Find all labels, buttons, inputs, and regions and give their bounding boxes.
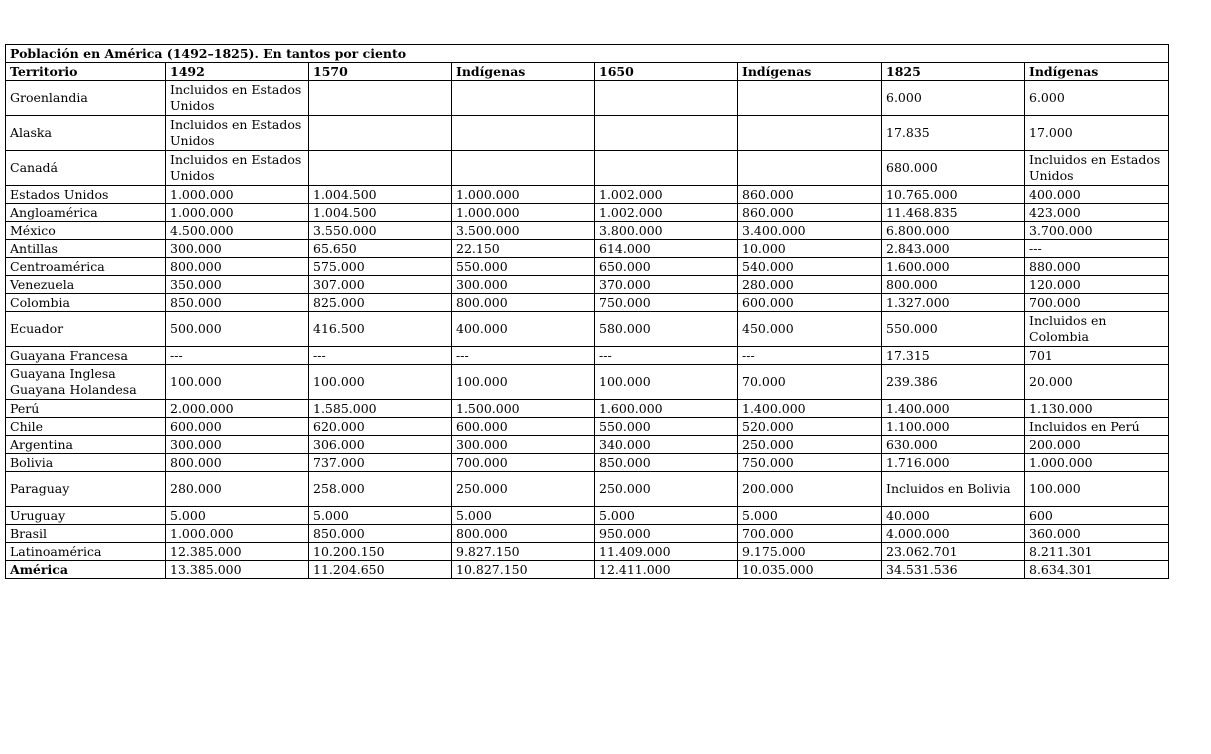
table-row <box>6 365 1169 400</box>
territory-cell: Alaska <box>6 116 166 151</box>
value-cell: 250.000 <box>595 472 738 507</box>
value-cell: 3.400.000 <box>738 222 882 240</box>
value-cell: 34.531.536 <box>882 561 1025 579</box>
value-cell: 850.000 <box>595 454 738 472</box>
territory-cell: Centroamérica <box>6 258 166 276</box>
value-cell: 550.000 <box>882 312 1025 347</box>
value-cell: --- <box>1025 240 1169 258</box>
value-cell: 575.000 <box>309 258 452 276</box>
value-cell: Incluidos en Estados Unidos <box>166 81 309 116</box>
value-cell: 860.000 <box>738 186 882 204</box>
header-territorio: Territorio <box>6 63 166 81</box>
territory-cell: Estados Unidos <box>6 186 166 204</box>
value-cell: 23.062.701 <box>882 543 1025 561</box>
value-cell <box>452 116 595 151</box>
header-1825: 1825 <box>882 63 1025 81</box>
value-cell: 800.000 <box>882 276 1025 294</box>
value-cell: 250.000 <box>738 436 882 454</box>
territory-cell: Colombia <box>6 294 166 312</box>
value-cell: 340.000 <box>595 436 738 454</box>
value-cell <box>738 116 882 151</box>
value-cell: 13.385.000 <box>166 561 309 579</box>
value-cell: 1.004.500 <box>309 204 452 222</box>
value-cell: 700.000 <box>452 454 595 472</box>
value-cell: 5.000 <box>309 507 452 525</box>
value-cell: 600.000 <box>452 418 595 436</box>
value-cell: 9.175.000 <box>738 543 882 561</box>
value-cell: 5.000 <box>595 507 738 525</box>
value-cell: 750.000 <box>738 454 882 472</box>
value-cell: Incluidos en Bolivia <box>882 472 1025 507</box>
value-cell: 12.411.000 <box>595 561 738 579</box>
header-1492: 1492 <box>166 63 309 81</box>
value-cell <box>595 81 738 116</box>
table-row <box>6 418 1169 436</box>
value-cell: 423.000 <box>1025 204 1169 222</box>
territory-cell: Groenlandia <box>6 81 166 116</box>
territory-cell: Guayana Francesa <box>6 347 166 365</box>
value-cell <box>309 81 452 116</box>
value-cell <box>309 151 452 186</box>
value-cell: 3.800.000 <box>595 222 738 240</box>
value-cell: 614.000 <box>595 240 738 258</box>
header-indigenas-1570: Indígenas <box>452 63 595 81</box>
value-cell: 1.400.000 <box>882 400 1025 418</box>
territory-cell: Latinoamérica <box>6 543 166 561</box>
value-cell: 950.000 <box>595 525 738 543</box>
value-cell: 11.409.000 <box>595 543 738 561</box>
value-cell: 307.000 <box>309 276 452 294</box>
table-title: Población en América (1492–1825). En tantos por ciento <box>6 45 1169 63</box>
table-row <box>6 472 1169 507</box>
value-cell: 100.000 <box>1025 472 1169 507</box>
territory-cell: América <box>6 561 166 579</box>
value-cell: 8.634.301 <box>1025 561 1169 579</box>
value-cell: 1.600.000 <box>595 400 738 418</box>
value-cell: 350.000 <box>166 276 309 294</box>
table-row <box>6 436 1169 454</box>
value-cell: 1.002.000 <box>595 204 738 222</box>
value-cell: 100.000 <box>309 365 452 400</box>
value-cell: 17.315 <box>882 347 1025 365</box>
table-row <box>6 347 1169 365</box>
value-cell: 550.000 <box>452 258 595 276</box>
value-cell: 860.000 <box>738 204 882 222</box>
table-row <box>6 543 1169 561</box>
value-cell: 360.000 <box>1025 525 1169 543</box>
value-cell: 1.000.000 <box>452 186 595 204</box>
value-cell: 750.000 <box>595 294 738 312</box>
table-row <box>6 186 1169 204</box>
value-cell: 701 <box>1025 347 1169 365</box>
value-cell: 416.500 <box>309 312 452 347</box>
value-cell: 1.000.000 <box>166 204 309 222</box>
value-cell: 450.000 <box>738 312 882 347</box>
value-cell: 6.000 <box>1025 81 1169 116</box>
value-cell: 258.000 <box>309 472 452 507</box>
territory-cell: Ecuador <box>6 312 166 347</box>
territory-cell: Angloamérica <box>6 204 166 222</box>
value-cell: 1.100.000 <box>882 418 1025 436</box>
value-cell: 800.000 <box>166 258 309 276</box>
value-cell: 300.000 <box>166 240 309 258</box>
value-cell: 10.035.000 <box>738 561 882 579</box>
value-cell: 10.200.150 <box>309 543 452 561</box>
territory-cell: México <box>6 222 166 240</box>
value-cell: 800.000 <box>452 525 595 543</box>
value-cell <box>738 151 882 186</box>
value-cell: --- <box>452 347 595 365</box>
value-cell: 300.000 <box>452 436 595 454</box>
value-cell: 11.204.650 <box>309 561 452 579</box>
table-row <box>6 204 1169 222</box>
value-cell: 4.500.000 <box>166 222 309 240</box>
territory-cell: Canadá <box>6 151 166 186</box>
table-row <box>6 561 1169 579</box>
table-row <box>6 151 1169 186</box>
header-row <box>6 63 1169 81</box>
value-cell: 250.000 <box>452 472 595 507</box>
value-cell: 1.004.500 <box>309 186 452 204</box>
value-cell: Incluidos en Estados Unidos <box>166 116 309 151</box>
value-cell: 540.000 <box>738 258 882 276</box>
table-row <box>6 400 1169 418</box>
value-cell: 300.000 <box>452 276 595 294</box>
value-cell: 1.130.000 <box>1025 400 1169 418</box>
value-cell: 700.000 <box>1025 294 1169 312</box>
value-cell: 3.500.000 <box>452 222 595 240</box>
territory-cell: Venezuela <box>6 276 166 294</box>
value-cell: 12.385.000 <box>166 543 309 561</box>
value-cell: 2.843.000 <box>882 240 1025 258</box>
table-row <box>6 258 1169 276</box>
value-cell: 300.000 <box>166 436 309 454</box>
value-cell: 600.000 <box>738 294 882 312</box>
value-cell: 9.827.150 <box>452 543 595 561</box>
territory-cell: Perú <box>6 400 166 418</box>
value-cell: 880.000 <box>1025 258 1169 276</box>
value-cell: 20.000 <box>1025 365 1169 400</box>
value-cell <box>595 116 738 151</box>
value-cell: 620.000 <box>309 418 452 436</box>
value-cell: 65.650 <box>309 240 452 258</box>
value-cell: 10.765.000 <box>882 186 1025 204</box>
territory-cell: Chile <box>6 418 166 436</box>
value-cell: Incluidos en Colombia <box>1025 312 1169 347</box>
value-cell: 200.000 <box>1025 436 1169 454</box>
value-cell: 5.000 <box>452 507 595 525</box>
value-cell <box>595 151 738 186</box>
value-cell: 1.400.000 <box>738 400 882 418</box>
value-cell: 850.000 <box>309 525 452 543</box>
value-cell: 1.000.000 <box>166 525 309 543</box>
table-body <box>6 81 1169 579</box>
table-row <box>6 507 1169 525</box>
value-cell: 70.000 <box>738 365 882 400</box>
value-cell: 11.468.835 <box>882 204 1025 222</box>
value-cell: 6.800.000 <box>882 222 1025 240</box>
value-cell: 100.000 <box>166 365 309 400</box>
value-cell: 737.000 <box>309 454 452 472</box>
value-cell: Incluidos en Estados Unidos <box>1025 151 1169 186</box>
value-cell: 40.000 <box>882 507 1025 525</box>
value-cell: 120.000 <box>1025 276 1169 294</box>
value-cell: 1.500.000 <box>452 400 595 418</box>
value-cell: 3.700.000 <box>1025 222 1169 240</box>
value-cell: 200.000 <box>738 472 882 507</box>
header-1570: 1570 <box>309 63 452 81</box>
value-cell: 825.000 <box>309 294 452 312</box>
value-cell: 306.000 <box>309 436 452 454</box>
table-row <box>6 294 1169 312</box>
table-row <box>6 81 1169 116</box>
value-cell: --- <box>738 347 882 365</box>
value-cell: 1.600.000 <box>882 258 1025 276</box>
value-cell: 800.000 <box>166 454 309 472</box>
value-cell: 239.386 <box>882 365 1025 400</box>
population-table-container <box>5 44 1168 579</box>
value-cell: 2.000.000 <box>166 400 309 418</box>
territory-cell: Brasil <box>6 525 166 543</box>
value-cell: 1.585.000 <box>309 400 452 418</box>
table-row <box>6 222 1169 240</box>
value-cell: 4.000.000 <box>882 525 1025 543</box>
value-cell: 650.000 <box>595 258 738 276</box>
value-cell: 22.150 <box>452 240 595 258</box>
value-cell: 100.000 <box>595 365 738 400</box>
table-row <box>6 240 1169 258</box>
value-cell: 3.550.000 <box>309 222 452 240</box>
table-row <box>6 116 1169 151</box>
header-indigenas-1650: Indígenas <box>738 63 882 81</box>
value-cell: 280.000 <box>166 472 309 507</box>
value-cell: 6.000 <box>882 81 1025 116</box>
value-cell: 580.000 <box>595 312 738 347</box>
value-cell: 100.000 <box>452 365 595 400</box>
value-cell: 550.000 <box>595 418 738 436</box>
value-cell: 1.000.000 <box>166 186 309 204</box>
value-cell: 700.000 <box>738 525 882 543</box>
table-row <box>6 276 1169 294</box>
value-cell: 680.000 <box>882 151 1025 186</box>
value-cell: Incluidos en Estados Unidos <box>166 151 309 186</box>
value-cell: 500.000 <box>166 312 309 347</box>
value-cell: 1.716.000 <box>882 454 1025 472</box>
value-cell: 630.000 <box>882 436 1025 454</box>
territory-cell: Paraguay <box>6 472 166 507</box>
value-cell <box>309 116 452 151</box>
table-row <box>6 525 1169 543</box>
value-cell <box>738 81 882 116</box>
value-cell <box>452 151 595 186</box>
value-cell: 600.000 <box>166 418 309 436</box>
territory-cell: Argentina <box>6 436 166 454</box>
value-cell: --- <box>595 347 738 365</box>
value-cell: Incluidos en Perú <box>1025 418 1169 436</box>
value-cell: 520.000 <box>738 418 882 436</box>
header-indigenas-1825: Indígenas <box>1025 63 1169 81</box>
value-cell: 400.000 <box>1025 186 1169 204</box>
value-cell: 10.000 <box>738 240 882 258</box>
value-cell: 5.000 <box>738 507 882 525</box>
value-cell: 8.211.301 <box>1025 543 1169 561</box>
table-row <box>6 454 1169 472</box>
territory-cell: Guayana Inglesa Guayana Holandesa <box>6 365 166 400</box>
value-cell: --- <box>309 347 452 365</box>
value-cell: 5.000 <box>166 507 309 525</box>
territory-cell: Antillas <box>6 240 166 258</box>
value-cell: --- <box>166 347 309 365</box>
value-cell: 370.000 <box>595 276 738 294</box>
value-cell <box>452 81 595 116</box>
territory-cell: Bolivia <box>6 454 166 472</box>
header-1650: 1650 <box>595 63 738 81</box>
value-cell: 17.000 <box>1025 116 1169 151</box>
value-cell: 1.002.000 <box>595 186 738 204</box>
value-cell: 600 <box>1025 507 1169 525</box>
table-row <box>6 312 1169 347</box>
value-cell: 850.000 <box>166 294 309 312</box>
population-table <box>5 44 1169 579</box>
territory-cell: Uruguay <box>6 507 166 525</box>
value-cell: 1.327.000 <box>882 294 1025 312</box>
value-cell: 1.000.000 <box>452 204 595 222</box>
value-cell: 17.835 <box>882 116 1025 151</box>
value-cell: 10.827.150 <box>452 561 595 579</box>
value-cell: 280.000 <box>738 276 882 294</box>
value-cell: 400.000 <box>452 312 595 347</box>
value-cell: 800.000 <box>452 294 595 312</box>
value-cell: 1.000.000 <box>1025 454 1169 472</box>
